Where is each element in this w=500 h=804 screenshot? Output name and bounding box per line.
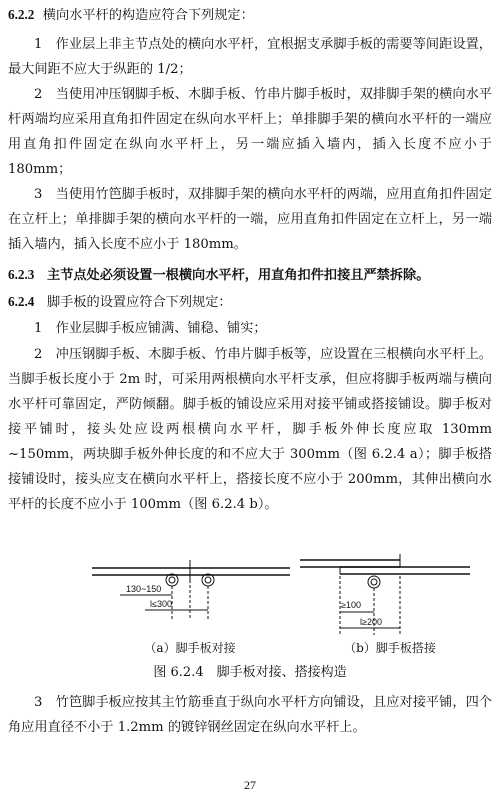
section-number: 6.2.3 [8, 267, 35, 282]
item-6-2-4-2: 2 冲压钢脚手板、木脚手板、竹串片脚手板等，应设置在三根横向水平杆上。当脚手板长度小于 2m 时，可采用两根横向水平杆支承，但应将脚手板两端与横向水平杆可靠固定，严防倾翻。脚手板的铺设应采用对接平铺或搭接铺设。脚手板对接平铺时，接头处应设两根横向水平杆，脚手板外伸长度应取 130mm ~150mm，两块脚手板外伸长度的和不应大于 300mm（图 6.2.4 a）；脚手板搭接铺设时，接头应支在横向水平杆上，搭接长度不应小于 200mm，其伸出横向水平杆的长度不应小于 100mm（图 6.2.4 b）。 [8, 347, 492, 512]
diagram-lap-joint [300, 554, 470, 635]
dim-a-sum: l≤300 [150, 599, 172, 609]
section-number: 6.2.2 [8, 7, 35, 22]
dim-a-overhang: 130~150 [126, 584, 162, 594]
section-6-2-2-heading [8, 2, 492, 28]
item-6-2-2-2: 2 当使用冲压钢脚手板、木脚手板、竹串片脚手板时，双排脚手架的横向水平杆两端均应采用直角扣件固定在纵向水平杆上；单排脚手架的横向水平杆的一端应用直角扣件固定在纵向水平杆上，另一端应插入墙内，插入长度不应小于 180mm； [8, 87, 492, 177]
page-number: 27 [244, 778, 256, 792]
item-6-2-2-3: 3 当使用竹笆脚手板时，双排脚手架的横向水平杆的两端，应用直角扣件固定在立杆上；单排脚手架的横向水平杆的一端，应用直角扣件固定在立杆上，另一端插入墙内，插入长度不应小于 180mm。 [8, 187, 492, 252]
item-6-2-4-3: 3 竹笆脚手板应按其主竹筋垂直于纵向水平杆方向铺设，且应对接平铺，四个角应用直径不小于 1.2mm 的镀锌钢丝固定在纵向水平杆上。 [8, 695, 492, 735]
item-6-2-4-1: 1 作业层脚手板应铺满、铺稳、铺实； [34, 321, 267, 336]
item-6-2-2-1: 1 作业层上非主节点处的横向水平杆，宜根据支承脚手板的需要等间距设置，最大间距不应大于纵距的 1/2； [8, 37, 492, 77]
caption-b: （b）脚手板搭接 [344, 641, 436, 655]
diagram-butt-joint [92, 560, 290, 620]
figure-title: 图 6.2.4 脚手板对接、搭接构造 [153, 665, 347, 680]
section-6-2-4-heading [8, 289, 492, 315]
dim-b-extend: ≥100 [341, 600, 361, 610]
caption-a: （a）脚手板对接 [144, 641, 236, 655]
section-title: 横向水平杆的构造应符合下列规定： [42, 8, 254, 23]
section-number: 6.2.4 [8, 294, 35, 309]
section-6-2-3 [8, 262, 492, 288]
dim-b-lap: l≥200 [360, 617, 382, 627]
section-text: 主节点处必须设置一根横向水平杆，用直角扣件扣接且严禁拆除。 [46, 268, 430, 283]
section-title: 脚手板的设置应符合下列规定： [46, 295, 232, 310]
